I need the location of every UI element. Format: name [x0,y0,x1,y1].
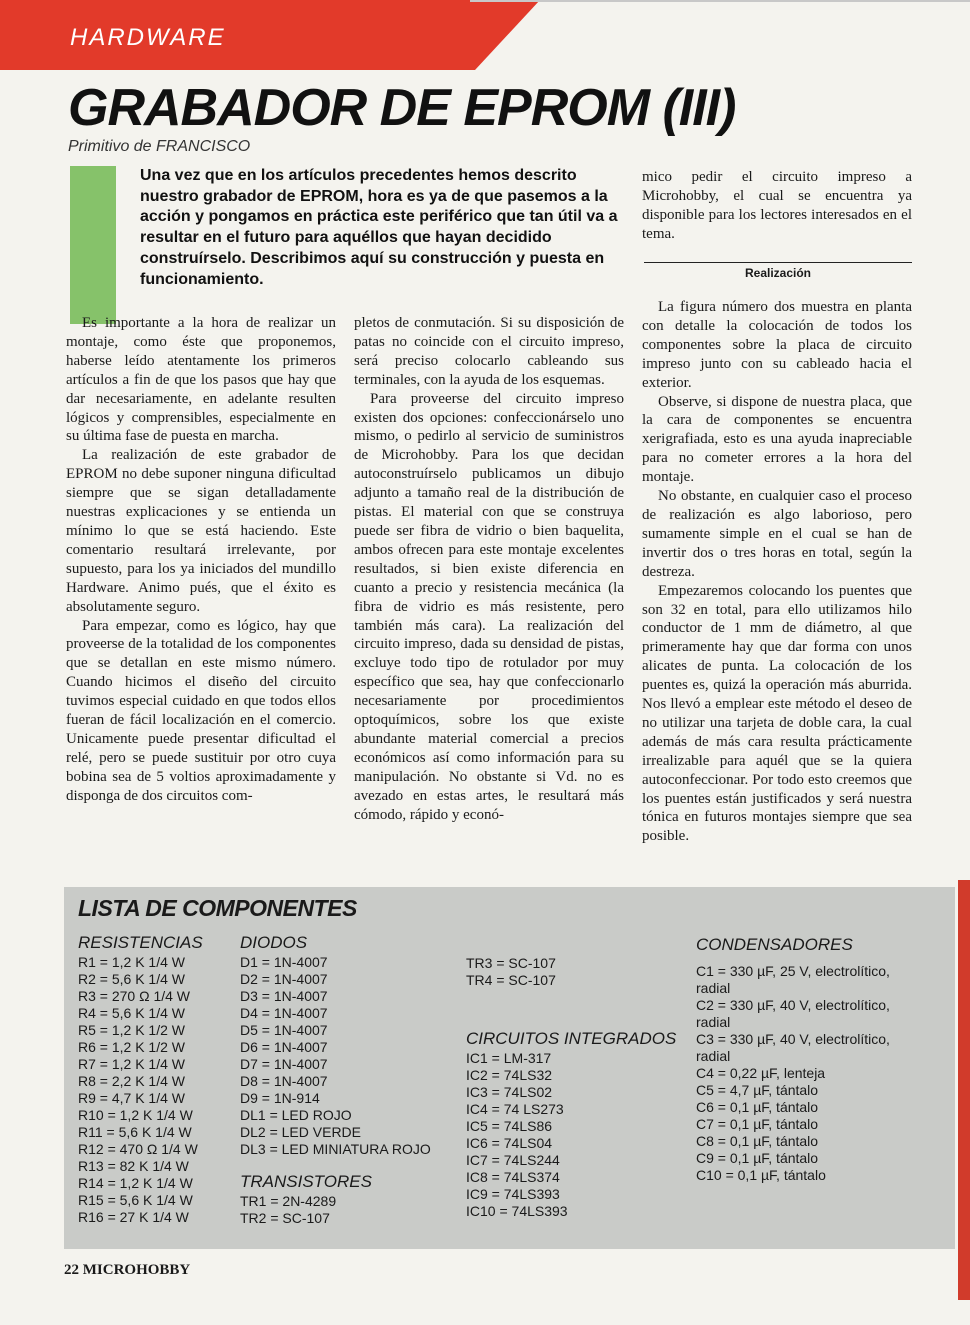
component-item: R10 = 1,2 K 1/4 W [78,1107,193,1123]
components-box [64,887,955,1249]
paragraph: Es importante a la hora de realizar un montaje, como éste que proponemos, haberse leído atentamente los primeros artículos a fin de que los pasos que hay que dar necesariamente, en adelante resulten lógicos y comprensibles, especialmente en su última fase de puesta en marcha. [66,315,336,445]
component-item: C8 = 0,1 µF, tántalo [696,1133,819,1149]
diodes-list [240,933,470,1227]
component-item: DL3 = LED MINIATURA ROJO [240,1141,431,1157]
component-item: D8 = 1N-4007 [240,1073,328,1089]
component-item: D3 = 1N-4007 [240,988,328,1004]
capacitors-list [696,935,921,1184]
page-footer: 22 MICROHOBBY [64,1262,191,1278]
transistors-cont-list [466,955,686,989]
component-item: R13 = 82 K 1/4 W [78,1158,189,1174]
component-item: DL1 = LED ROJO [240,1107,352,1123]
resistors-list [78,933,228,1226]
paragraph: Para proveerse del circuito impreso existen dos opciones: confeccionárselo uno mismo, o pedirlo al servicio de suministros de Microhobby. Para los que decidan autoconstruírselo publicamos un dibujo adjunto a tamaño real de la distribución de pistas. El material con que se construya puede ser fibra de vidrio o bien baquelita, ambos ofrecen para este montaje excelentes resultados, si bien existe diferencia en cuanto a precio y resistencia mecánica (la fibra de vidrio es más resistente, pero también más cara). La realización del circuito impreso, dada su densidad de pistas, excluye todo tipo de rotulador por muy específico que sea, hay que confeccionarlo necesariamente por procedimientos optoquímicos, sobre los que existe abundante material comercial a precios económicos así como información para su manipulación. No obstante si Vd. no es avezado en estas artes, le resultará más cómodo, rápido y econó- [354,390,624,823]
group-heading: CONDENSADORES [696,935,853,954]
component-item: D6 = 1N-4007 [240,1039,328,1055]
component-item: D2 = 1N-4007 [240,971,328,987]
component-item: D5 = 1N-4007 [240,1022,328,1038]
component-item: R15 = 5,6 K 1/4 W [78,1192,193,1208]
component-item: IC4 = 74 LS273 [466,1101,564,1117]
component-item: D1 = 1N-4007 [240,954,328,970]
paragraph: Observe, si dispone de nuestra placa, que la cara de componentes se encuentra xerigrafiada, esto es una ayuda inapreciable para no cometer errores a la hora del montaje. [642,393,912,486]
ics-list [466,1029,686,1220]
component-item: TR1 = 2N-4289 [240,1193,337,1209]
column-3-top [642,168,912,244]
component-item: R14 = 1,2 K 1/4 W [78,1175,193,1191]
component-item: R9 = 4,7 K 1/4 W [78,1090,185,1106]
edge-strip [958,880,970,1300]
paragraph: mico pedir el circuito impreso a Microhobby, el cual se encuentra ya disponible para los lectores interesados en el tema. [642,169,912,242]
component-item: D4 = 1N-4007 [240,1005,328,1021]
component-item: R2 = 5,6 K 1/4 W [78,971,185,987]
drop-cap-bar [70,166,116,324]
component-item: R4 = 5,6 K 1/4 W [78,1005,185,1021]
paragraph: Para empezar, como es lógico, hay que proveerse de la totalidad de los componentes que se detallan en este mismo número. Cuando hicimos el diseño del circuito tuvimos especial cuidado en que todos ellos fueran de fácil localización en el comercio. Unicamente puede presentar dificultad el relé, pero se puede sustituir por otro cuya bobina sea de 5 voltios aproximadamente y disponga de dos circuitos com- [66,617,336,804]
component-item: TR4 = SC-107 [466,972,556,988]
component-item: IC6 = 74LS04 [466,1135,553,1151]
component-item: R11 = 5,6 K 1/4 W [78,1124,192,1140]
column-3 [642,298,912,846]
paragraph: La figura número dos muestra en planta con detalle la colocación de todos los componentes sobre la placa de circuito impreso junto con su cableado hacia el exterior. [642,299,912,391]
component-item: C10 = 0,1 µF, tántalo [696,1167,826,1183]
group-heading: DIODOS [240,933,308,952]
component-item: IC2 = 74LS32 [466,1067,553,1083]
column-1 [66,314,336,806]
component-item: R7 = 1,2 K 1/4 W [78,1056,185,1072]
paragraph: No obstante, en cualquier caso el proceso de realización es algo laborioso, pero sumamente simple en el cual se han de invertir dos o tres horas en total, según la destreza. [642,488,912,580]
component-item: TR3 = SC-107 [466,955,556,971]
component-item: R6 = 1,2 K 1/2 W [78,1039,185,1055]
component-item: C7 = 0,1 µF, tántalo [696,1116,819,1132]
component-item: IC9 = 74LS393 [466,1186,560,1202]
section-label: HARDWARE [70,24,226,51]
component-item: IC8 = 74LS374 [466,1169,560,1185]
component-item: IC3 = 74LS02 [466,1084,553,1100]
component-item: D7 = 1N-4007 [240,1056,328,1072]
component-item: C4 = 0,22 µF, lenteja [696,1065,826,1081]
section-heading: Realización [644,262,912,280]
paragraph: La realización de este grabador de EPROM no debe suponer ninguna dificultad siempre que se sigan detalladamente nuestras explicaciones y se entienda un mínimo lo que se está haciendo. Este comentario resultará irrelevante, por supuesto, para los ya iniciados del mundillo Hardware. Animo pués, que el éxito es absolutamente seguro. [66,447,336,615]
component-item: R5 = 1,2 K 1/2 W [78,1022,185,1038]
group-heading: CIRCUITOS INTEGRADOS [466,1029,677,1048]
components-title: LISTA DE COMPONENTES [78,895,357,921]
component-item: R8 = 2,2 K 1/4 W [78,1073,185,1089]
component-item: IC5 = 74LS86 [466,1118,553,1134]
top-rule [470,0,970,2]
component-item: R16 = 27 K 1/4 W [78,1209,189,1225]
article-title: GRABADOR DE EPROM (III) [68,79,736,137]
component-item: DL2 = LED VERDE [240,1124,361,1140]
component-item: C9 = 0,1 µF, tántalo [696,1150,819,1166]
component-item: R3 = 270 Ω 1/4 W [78,988,191,1004]
component-item: C5 = 4,7 µF, tántalo [696,1082,819,1098]
component-item: C1 = 330 µF, 25 V, electrolítico, radial [696,963,890,996]
group-heading: TRANSISTORES [240,1172,372,1191]
component-item: TR2 = SC-107 [240,1210,330,1226]
component-item: IC1 = LM-317 [466,1050,552,1066]
paragraph: Empezaremos colocando los puentes que son 32 en total, para ello utilizamos hilo conductor de 1 mm de diámetro, al que primeramente hay que dar forma con unos alicates de punta. La colocación de los puentes es, quizá la operación más aburrida. Nos llevó a emplear este método el deseo de no utilizar una tarjeta de doble cara, la cual además de más cara resulta prácticamente irrealizable para aquél que se la quiera autoconfeccionar. Por todo esto creemos que los puentes están justificados y será nuestra tónica en futuros montajes siempre que sea posible. [642,582,912,845]
component-item: IC7 = 74LS244 [466,1152,560,1168]
component-item: C6 = 0,1 µF, tántalo [696,1099,819,1115]
component-item: D9 = 1N-914 [240,1090,320,1106]
article-author: Primitivo de FRANCISCO [68,138,251,155]
paragraph: pletos de conmutación. Si su disposición de patas no coincide con el circuito impreso, será preciso colocarlo cableando sus terminales, con la ayuda de los esquemas. [354,315,624,388]
column-2 [354,314,624,824]
lead-paragraph: Una vez que en los artículos precedentes hemos descrito nuestro grabador de EPROM, hora es ya de que pasemos a la acción y pongamos en práctica este periférico que tan útil va a resultar en el futuro para aquéllos que hayan decidido construírselo. Describimos aquí su construcción y puesta en funcionamiento. [140,167,618,288]
group-heading: RESISTENCIAS [78,933,203,952]
component-item: R12 = 470 Ω 1/4 W [78,1141,198,1157]
component-item: C3 = 330 µF, 40 V, electrolítico, radial [696,1031,890,1064]
component-item: IC10 = 74LS393 [466,1203,568,1219]
component-item: R1 = 1,2 K 1/4 W [78,954,185,970]
component-item: C2 = 330 µF, 40 V, electrolítico, radial [696,997,890,1030]
